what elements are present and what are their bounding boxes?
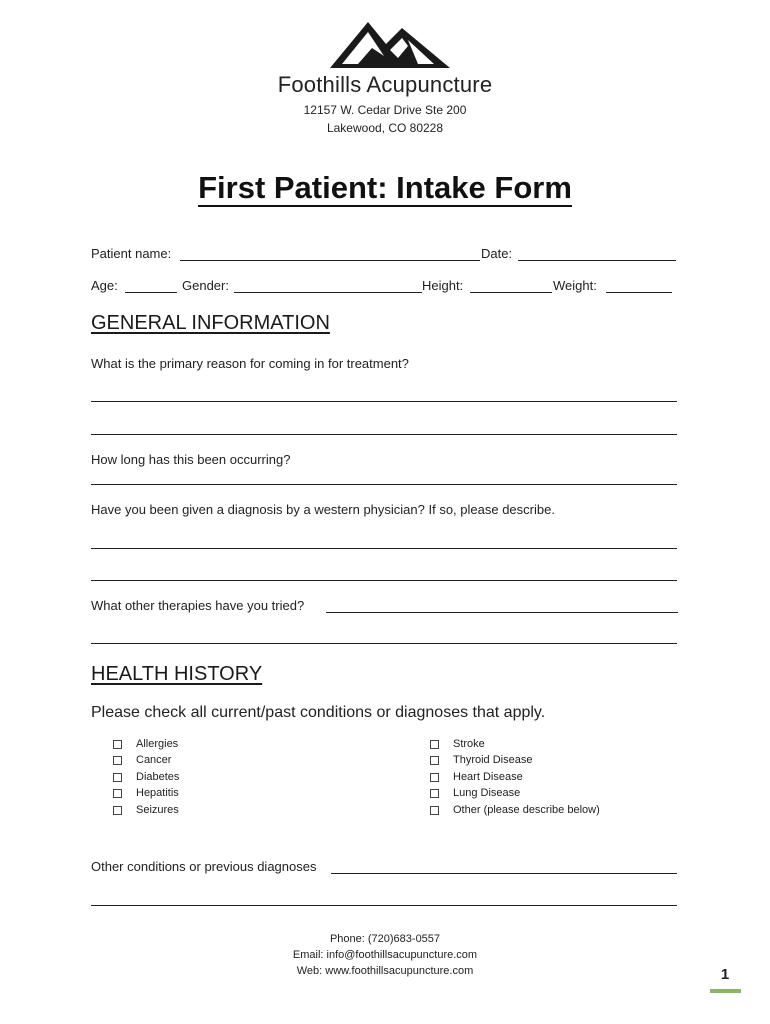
checkbox-icon[interactable] [113, 806, 122, 815]
address-line-1: 12157 W. Cedar Drive Ste 200 [303, 103, 467, 117]
health-history-heading: HEALTH HISTORY [91, 663, 263, 685]
condition-label: Thyroid Disease [453, 754, 533, 766]
checkbox-icon[interactable] [113, 789, 122, 798]
weight-label: Weight: [553, 278, 597, 293]
date-field[interactable] [518, 260, 676, 261]
answer-line-reason-1[interactable] [91, 401, 677, 402]
condition-label: Seizures [136, 804, 179, 816]
question-diagnosis: Have you been given a diagnosis by a western physician? If so, please describe. [91, 502, 555, 517]
date-label: Date: [481, 246, 513, 261]
gender-label: Gender: [182, 278, 229, 293]
checkbox-icon[interactable] [113, 773, 122, 782]
checkbox-icon[interactable] [430, 789, 439, 798]
answer-line-other-conditions-1[interactable] [331, 873, 677, 874]
height-field[interactable] [470, 292, 552, 293]
page-number-bar [710, 989, 741, 993]
question-primary-reason: What is the primary reason for coming in for treatment? [91, 356, 409, 371]
general-information-heading: GENERAL INFORMATION [91, 312, 330, 334]
condition-label: Allergies [136, 738, 179, 750]
footer-phone: Phone: (720)683-0557 [329, 933, 441, 945]
answer-line-diagnosis-1[interactable] [91, 548, 677, 549]
checkbox-icon[interactable] [430, 740, 439, 749]
age-field[interactable] [125, 292, 177, 293]
condition-label: Stroke [453, 738, 485, 750]
brand-name: Foothills Acupuncture [277, 72, 493, 97]
answer-line-reason-2[interactable] [91, 434, 677, 435]
answer-line-how-long[interactable] [91, 484, 677, 485]
checkbox-icon[interactable] [113, 756, 122, 765]
checkbox-icon[interactable] [430, 806, 439, 815]
question-other-therapies: What other therapies have you tried? [91, 598, 305, 613]
footer-email: Email: info@foothillsacupuncture.com [292, 949, 478, 961]
condition-label: Hepatitis [136, 787, 179, 799]
health-history-instruction: Please check all current/past conditions or diagnoses that apply. [91, 704, 546, 721]
checkbox-icon[interactable] [113, 740, 122, 749]
condition-label: Diabetes [136, 771, 180, 783]
age-label: Age: [91, 278, 118, 293]
page-number: 1 [720, 966, 730, 983]
gender-field[interactable] [234, 292, 422, 293]
condition-label: Other (please describe below) [453, 804, 600, 816]
patient-name-field[interactable] [180, 260, 480, 261]
form-title [0, 170, 770, 206]
answer-line-diagnosis-2[interactable] [91, 580, 677, 581]
answer-line-therapies-2[interactable] [91, 643, 677, 644]
height-label: Height: [422, 278, 464, 293]
condition-label: Lung Disease [453, 787, 521, 799]
question-how-long: How long has this been occurring? [91, 452, 291, 467]
mountain-logo-icon [328, 18, 452, 70]
patient-name-label: Patient name: [91, 246, 172, 261]
answer-line-therapies-1[interactable] [326, 612, 678, 613]
answer-line-other-conditions-2[interactable] [91, 905, 677, 906]
condition-label: Heart Disease [453, 771, 523, 783]
weight-field[interactable] [606, 292, 672, 293]
address-line-2: Lakewood, CO 80228 [326, 121, 444, 135]
form-title-text: First Patient: Intake Form [198, 170, 572, 205]
footer-web: Web: www.foothillsacupuncture.com [296, 965, 474, 977]
checkbox-icon[interactable] [430, 756, 439, 765]
checkbox-icon[interactable] [430, 773, 439, 782]
other-conditions-label: Other conditions or previous diagnoses [91, 859, 317, 874]
condition-label: Cancer [136, 754, 172, 766]
